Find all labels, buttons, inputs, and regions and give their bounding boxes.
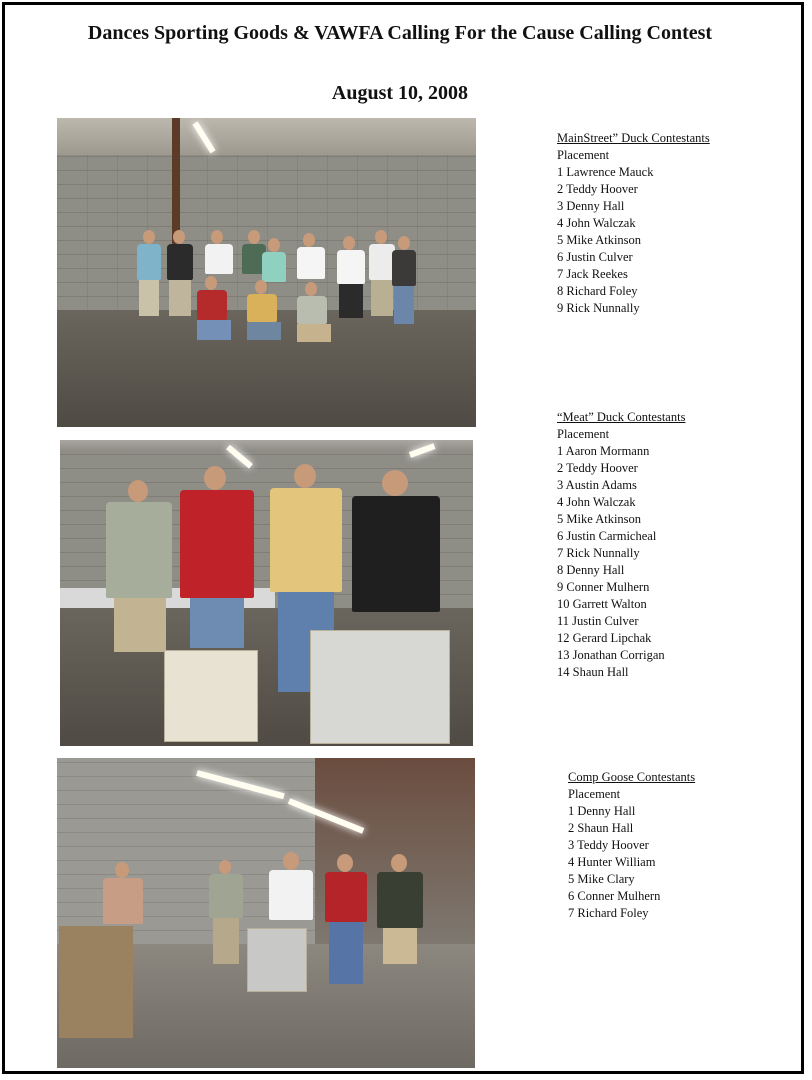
- list-item: 5 Mike Clary: [568, 872, 635, 886]
- list-item: 7 Rick Nunnally: [557, 546, 640, 560]
- list-item: 2 Teddy Hoover: [557, 461, 638, 475]
- list-item: 3 Austin Adams: [557, 478, 637, 492]
- meat-duck-list: [557, 409, 685, 681]
- document-title: Dances Sporting Goods & VAWFA Calling For the Cause Calling Contest: [87, 22, 713, 44]
- list-item: 2 Shaun Hall: [568, 821, 634, 835]
- list-item: 12 Gerard Lipchak: [557, 631, 652, 645]
- placement-label: Placement: [557, 148, 610, 162]
- comp-goose-winners-photo: [57, 758, 475, 1068]
- list-item: 8 Richard Foley: [557, 284, 638, 298]
- list-item: 7 Jack Reekes: [557, 267, 628, 281]
- section-heading: Comp Goose Contestants: [568, 770, 696, 784]
- list-item: 5 Mike Atkinson: [557, 233, 642, 247]
- list-item: 9 Conner Mulhern: [557, 580, 650, 594]
- list-item: 4 Hunter William: [568, 855, 656, 869]
- section-heading: MainStreet” Duck Contestants: [557, 131, 710, 145]
- meat-duck-winners-photo: [60, 440, 473, 746]
- list-item: 6 Justin Carmicheal: [557, 529, 657, 543]
- list-item: 1 Lawrence Mauck: [557, 165, 654, 179]
- list-item: 3 Denny Hall: [557, 199, 625, 213]
- list-item: 6 Justin Culver: [557, 250, 633, 264]
- placement-label: Placement: [557, 427, 610, 441]
- list-item: 11 Justin Culver: [557, 614, 639, 628]
- mainstreet-duck-group-photo: [57, 118, 476, 427]
- list-item: 8 Denny Hall: [557, 563, 625, 577]
- document-date: August 10, 2008: [331, 82, 469, 104]
- placement-label: Placement: [568, 787, 621, 801]
- list-item: 1 Denny Hall: [568, 804, 636, 818]
- list-item: 10 Garrett Walton: [557, 597, 647, 611]
- mainstreet-duck-list: [557, 130, 710, 317]
- list-item: 2 Teddy Hoover: [557, 182, 638, 196]
- list-item: 3 Teddy Hoover: [568, 838, 649, 852]
- list-item: 5 Mike Atkinson: [557, 512, 642, 526]
- list-item: 9 Rick Nunnally: [557, 301, 640, 315]
- comp-goose-list: [568, 769, 695, 922]
- list-item: 13 Jonathan Corrigan: [557, 648, 665, 662]
- list-item: 1 Aaron Mormann: [557, 444, 650, 458]
- list-item: 4 John Walczak: [557, 216, 636, 230]
- list-item: 14 Shaun Hall: [557, 665, 629, 679]
- list-item: 7 Richard Foley: [568, 906, 649, 920]
- list-item: 4 John Walczak: [557, 495, 636, 509]
- section-heading: “Meat” Duck Contestants: [557, 410, 686, 424]
- list-item: 6 Conner Mulhern: [568, 889, 661, 903]
